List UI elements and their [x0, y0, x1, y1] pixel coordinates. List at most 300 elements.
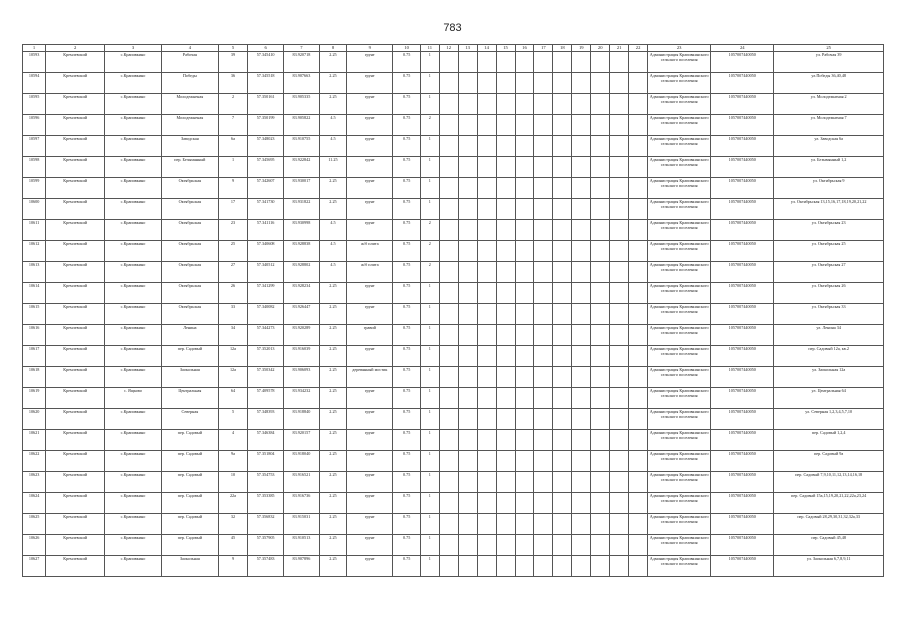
- cell-locality: с.Крапивкино: [105, 556, 162, 577]
- empty-cell: [477, 136, 496, 157]
- cell-lon: 83.910755: [284, 136, 320, 157]
- empty-cell: [572, 325, 591, 346]
- cell-owner: Администрация Крапивкинского сельского поселения: [648, 94, 711, 115]
- cell-ogrn: 1057007440050: [711, 283, 774, 304]
- empty-cell: [534, 220, 553, 241]
- cell-ogrn: 1057007440050: [711, 514, 774, 535]
- cell-locality: с.Крапивкино: [105, 451, 162, 472]
- empty-cell: [591, 409, 610, 430]
- cell-cat: 1: [420, 178, 439, 199]
- cell-id: 10624: [23, 493, 46, 514]
- empty-cell: [439, 535, 458, 556]
- cell-surface: грунт: [347, 199, 393, 220]
- empty-cell: [534, 283, 553, 304]
- column-number-row: [23, 45, 884, 52]
- cell-district: Кремлевский: [46, 451, 105, 472]
- table-row: [23, 367, 884, 388]
- cell-street: пер. Садовый: [161, 514, 218, 535]
- empty-cell: [496, 283, 515, 304]
- cell-lon: 83.920157: [284, 430, 320, 451]
- column-number: 11: [420, 45, 439, 52]
- cell-district: Кремлевский: [46, 409, 105, 430]
- cell-address: ул. Заокольная 12а: [774, 367, 884, 388]
- empty-cell: [610, 493, 629, 514]
- empty-cell: [515, 472, 534, 493]
- cell-surface: ж/б плита: [347, 241, 393, 262]
- cell-lon: 83.916736: [284, 493, 320, 514]
- cell-lon: 83.920289: [284, 325, 320, 346]
- empty-cell: [553, 367, 572, 388]
- empty-cell: [515, 241, 534, 262]
- cell-house: 23: [218, 220, 247, 241]
- empty-cell: [572, 535, 591, 556]
- empty-cell: [591, 346, 610, 367]
- table-row: [23, 178, 884, 199]
- empty-cell: [515, 409, 534, 430]
- empty-cell: [458, 472, 477, 493]
- empty-cell: [439, 409, 458, 430]
- column-number: 1: [23, 45, 46, 52]
- empty-cell: [534, 94, 553, 115]
- empty-cell: [534, 178, 553, 199]
- cell-coef: 0.75: [393, 514, 420, 535]
- empty-cell: [629, 283, 648, 304]
- table-row: [23, 346, 884, 367]
- empty-cell: [610, 241, 629, 262]
- empty-cell: [629, 220, 648, 241]
- empty-cell: [572, 73, 591, 94]
- cell-cat: 1: [420, 73, 439, 94]
- column-number: 6: [248, 45, 284, 52]
- cell-locality: с.Крапивкино: [105, 73, 162, 94]
- empty-cell: [439, 388, 458, 409]
- cell-id: 10616: [23, 325, 46, 346]
- empty-cell: [439, 73, 458, 94]
- cell-coef: 0.75: [393, 115, 420, 136]
- cell-coef: 0.75: [393, 52, 420, 73]
- empty-cell: [496, 556, 515, 577]
- cell-locality: с.Крапивкино: [105, 472, 162, 493]
- cell-ogrn: 1057007440050: [711, 136, 774, 157]
- cell-owner: Администрация Крапивкинского сельского поселения: [648, 556, 711, 577]
- empty-cell: [553, 115, 572, 136]
- cell-ogrn: 1057007440050: [711, 157, 774, 178]
- cell-locality: с.Крапивкино: [105, 52, 162, 73]
- cell-cat: 1: [420, 52, 439, 73]
- cell-coef: 0.75: [393, 451, 420, 472]
- column-number: 21: [610, 45, 629, 52]
- empty-cell: [496, 304, 515, 325]
- empty-cell: [458, 199, 477, 220]
- cell-cat: 2: [420, 262, 439, 283]
- cell-house: 2: [218, 94, 247, 115]
- empty-cell: [534, 199, 553, 220]
- cell-street: Центральная: [161, 388, 218, 409]
- empty-cell: [591, 472, 610, 493]
- cell-lon: 83.930017: [284, 178, 320, 199]
- cell-address: ул. Заводская 6а: [774, 136, 884, 157]
- column-number: 4: [161, 45, 218, 52]
- empty-cell: [629, 178, 648, 199]
- cell-cat: 1: [420, 199, 439, 220]
- cell-owner: Администрация Крапивкинского сельского поселения: [648, 514, 711, 535]
- cell-street: Октябрьская: [161, 241, 218, 262]
- cell-surface: ж/б плита: [347, 262, 393, 283]
- empty-cell: [458, 430, 477, 451]
- empty-cell: [553, 346, 572, 367]
- empty-cell: [610, 220, 629, 241]
- cell-coef: 0.75: [393, 178, 420, 199]
- cell-ogrn: 1057007440050: [711, 346, 774, 367]
- cell-ogrn: 1057007440050: [711, 451, 774, 472]
- empty-cell: [458, 52, 477, 73]
- column-number: 18: [553, 45, 572, 52]
- cell-street: Октябрьская: [161, 220, 218, 241]
- cell-address: ул. Октябрьская 25: [774, 241, 884, 262]
- empty-cell: [610, 535, 629, 556]
- cell-id: 10594: [23, 73, 46, 94]
- table-row: [23, 451, 884, 472]
- column-number: 3: [105, 45, 162, 52]
- empty-cell: [477, 556, 496, 577]
- empty-cell: [629, 157, 648, 178]
- cell-district: Кремлевский: [46, 178, 105, 199]
- cell-house: 4: [218, 430, 247, 451]
- cell-address: ул.Победы 36,40,48: [774, 73, 884, 94]
- empty-cell: [553, 73, 572, 94]
- empty-cell: [629, 367, 648, 388]
- cell-address: ул. Октябрьская 33: [774, 304, 884, 325]
- cell-owner: Администрация Крапивкинского сельского поселения: [648, 241, 711, 262]
- empty-cell: [610, 472, 629, 493]
- empty-cell: [496, 535, 515, 556]
- cell-surface: грунт: [347, 556, 393, 577]
- cell-coef: 0.75: [393, 73, 420, 94]
- empty-cell: [553, 220, 572, 241]
- empty-cell: [629, 346, 648, 367]
- cell-locality: с.Крапивкино: [105, 220, 162, 241]
- cell-id: 10593: [23, 52, 46, 73]
- empty-cell: [610, 367, 629, 388]
- empty-cell: [572, 199, 591, 220]
- empty-cell: [629, 514, 648, 535]
- empty-cell: [477, 220, 496, 241]
- cell-id: 10621: [23, 430, 46, 451]
- empty-cell: [591, 52, 610, 73]
- column-number: 13: [458, 45, 477, 52]
- cell-house: 10: [218, 472, 247, 493]
- cell-owner: Администрация Крапивкинского сельского поселения: [648, 136, 711, 157]
- cell-lat: 57.348393: [248, 409, 284, 430]
- cell-surface: грунт: [347, 493, 393, 514]
- cell-lat: 57.344273: [248, 325, 284, 346]
- cell-house: 33: [218, 304, 247, 325]
- cell-owner: Администрация Крапивкинского сельского поселения: [648, 535, 711, 556]
- empty-cell: [458, 451, 477, 472]
- empty-cell: [572, 178, 591, 199]
- empty-cell: [591, 136, 610, 157]
- table-row: [23, 220, 884, 241]
- cell-district: Кремлевский: [46, 388, 105, 409]
- empty-cell: [572, 346, 591, 367]
- empty-cell: [591, 241, 610, 262]
- cell-street: Октябрьская: [161, 283, 218, 304]
- empty-cell: [477, 367, 496, 388]
- empty-cell: [629, 94, 648, 115]
- empty-cell: [496, 52, 515, 73]
- empty-cell: [591, 451, 610, 472]
- cell-address: пер. Садовый 15а,15,19,20,21,22,22а,23,24: [774, 493, 884, 514]
- empty-cell: [496, 388, 515, 409]
- empty-cell: [477, 262, 496, 283]
- empty-cell: [477, 493, 496, 514]
- cell-id: 10611: [23, 220, 46, 241]
- empty-cell: [534, 430, 553, 451]
- cell-width: 2.25: [319, 178, 346, 199]
- empty-cell: [572, 220, 591, 241]
- empty-cell: [610, 409, 629, 430]
- empty-cell: [515, 136, 534, 157]
- empty-cell: [553, 325, 572, 346]
- cell-locality: с.Крапивкино: [105, 178, 162, 199]
- cell-address: ул. Северная 1,2,3,4,5,7,10: [774, 409, 884, 430]
- column-number: 7: [284, 45, 320, 52]
- empty-cell: [553, 493, 572, 514]
- cell-lat: 57.340082: [248, 304, 284, 325]
- cell-id: 10620: [23, 409, 46, 430]
- empty-cell: [439, 115, 458, 136]
- cell-coef: 0.75: [393, 409, 420, 430]
- empty-cell: [591, 514, 610, 535]
- cell-address: пер. Садовый 9а: [774, 451, 884, 472]
- column-number: 24: [711, 45, 774, 52]
- empty-cell: [439, 178, 458, 199]
- empty-cell: [458, 94, 477, 115]
- cell-street: Молодежненая: [161, 115, 218, 136]
- empty-cell: [572, 514, 591, 535]
- cell-district: Кремлевский: [46, 325, 105, 346]
- cell-ogrn: 1057007440050: [711, 556, 774, 577]
- cell-ogrn: 1057007440050: [711, 325, 774, 346]
- cell-id: 10627: [23, 556, 46, 577]
- cell-lon: 83.934232: [284, 388, 320, 409]
- empty-cell: [515, 346, 534, 367]
- cell-lat: 57.341299: [248, 283, 284, 304]
- cell-coef: 0.75: [393, 241, 420, 262]
- empty-cell: [439, 94, 458, 115]
- empty-cell: [515, 514, 534, 535]
- cell-owner: Администрация Крапивкинского сельского поселения: [648, 115, 711, 136]
- cell-address: ул. Октябрьская 23: [774, 220, 884, 241]
- cell-locality: с.Крапивкино: [105, 262, 162, 283]
- cell-cat: 2: [420, 115, 439, 136]
- empty-cell: [629, 115, 648, 136]
- cell-cat: 1: [420, 514, 439, 535]
- cell-id: 10595: [23, 94, 46, 115]
- empty-cell: [591, 220, 610, 241]
- empty-cell: [496, 451, 515, 472]
- cell-cat: 1: [420, 535, 439, 556]
- column-number: 25: [774, 45, 884, 52]
- cell-street: пер. Садовый: [161, 472, 218, 493]
- empty-cell: [553, 535, 572, 556]
- cell-cat: 1: [420, 367, 439, 388]
- cell-owner: Администрация Крапивкинского сельского поселения: [648, 304, 711, 325]
- empty-cell: [572, 115, 591, 136]
- cell-coef: 0.75: [393, 346, 420, 367]
- empty-cell: [496, 493, 515, 514]
- empty-cell: [458, 325, 477, 346]
- cell-locality: с.Крапивкино: [105, 535, 162, 556]
- cell-width: 2.25: [319, 73, 346, 94]
- empty-cell: [458, 157, 477, 178]
- empty-cell: [496, 409, 515, 430]
- cell-locality: с.Крапивкино: [105, 493, 162, 514]
- empty-cell: [534, 409, 553, 430]
- cell-street: пер. Садовый: [161, 430, 218, 451]
- empty-cell: [477, 472, 496, 493]
- cell-id: 10599: [23, 178, 46, 199]
- empty-cell: [515, 304, 534, 325]
- empty-cell: [591, 115, 610, 136]
- cell-id: 10618: [23, 367, 46, 388]
- cell-id: 10615: [23, 304, 46, 325]
- cell-coef: 0.75: [393, 199, 420, 220]
- cell-address: ул. Октябрьская 9: [774, 178, 884, 199]
- cell-house: 39: [218, 52, 247, 73]
- cell-ogrn: 1057007440050: [711, 241, 774, 262]
- empty-cell: [572, 367, 591, 388]
- cell-width: 2.25: [319, 346, 346, 367]
- empty-cell: [553, 556, 572, 577]
- empty-cell: [496, 136, 515, 157]
- cell-street: Октябрьская: [161, 199, 218, 220]
- cell-id: 10600: [23, 199, 46, 220]
- cell-coef: 0.75: [393, 388, 420, 409]
- cell-street: Молодежненая: [161, 94, 218, 115]
- empty-cell: [534, 367, 553, 388]
- empty-cell: [553, 388, 572, 409]
- cell-locality: с.Крапивкино: [105, 514, 162, 535]
- empty-cell: [477, 409, 496, 430]
- empty-cell: [629, 73, 648, 94]
- empty-cell: [439, 556, 458, 577]
- cell-coef: 0.75: [393, 472, 420, 493]
- table-row: [23, 493, 884, 514]
- cell-ogrn: 1057007440050: [711, 472, 774, 493]
- table-row: [23, 73, 884, 94]
- empty-cell: [477, 94, 496, 115]
- table-row: [23, 514, 884, 535]
- empty-cell: [439, 199, 458, 220]
- empty-cell: [477, 346, 496, 367]
- empty-cell: [439, 493, 458, 514]
- cell-locality: с.Крапивкино: [105, 283, 162, 304]
- cell-ogrn: 1057007440050: [711, 220, 774, 241]
- empty-cell: [553, 199, 572, 220]
- empty-cell: [534, 556, 553, 577]
- cell-house: 12а: [218, 367, 247, 388]
- cell-lat: 57.353385: [248, 493, 284, 514]
- cell-ogrn: 1057007440050: [711, 115, 774, 136]
- cell-district: Кремлевский: [46, 367, 105, 388]
- empty-cell: [515, 157, 534, 178]
- empty-cell: [477, 388, 496, 409]
- column-number: 22: [629, 45, 648, 52]
- table-row: [23, 325, 884, 346]
- cell-width: 2.25: [319, 283, 346, 304]
- cell-ogrn: 1057007440050: [711, 493, 774, 514]
- cell-owner: Администрация Крапивкинского сельского поселения: [648, 388, 711, 409]
- cell-lon: 83.928838: [284, 241, 320, 262]
- cell-district: Кремлевский: [46, 115, 105, 136]
- empty-cell: [572, 388, 591, 409]
- empty-cell: [553, 283, 572, 304]
- empty-cell: [629, 136, 648, 157]
- cell-lon: 83.906093: [284, 367, 320, 388]
- cell-coef: 0.75: [393, 157, 420, 178]
- cell-house: 64: [218, 388, 247, 409]
- empty-cell: [496, 472, 515, 493]
- empty-cell: [629, 325, 648, 346]
- empty-cell: [496, 262, 515, 283]
- cell-surface: гравий: [347, 325, 393, 346]
- cell-width: 4.5: [319, 241, 346, 262]
- cell-surface: грунт: [347, 451, 393, 472]
- empty-cell: [439, 283, 458, 304]
- cell-street: пер. Садовый: [161, 346, 218, 367]
- cell-cat: 1: [420, 451, 439, 472]
- empty-cell: [477, 157, 496, 178]
- cell-address: ул. Безымянный 1,2: [774, 157, 884, 178]
- empty-cell: [439, 262, 458, 283]
- cell-house: 34: [218, 325, 247, 346]
- cell-locality: с.Крапивкино: [105, 136, 162, 157]
- empty-cell: [591, 493, 610, 514]
- cell-width: 2.25: [319, 94, 346, 115]
- cell-locality: с.Крапивкино: [105, 346, 162, 367]
- empty-cell: [591, 556, 610, 577]
- empty-cell: [610, 178, 629, 199]
- cell-lat: 57.340512: [248, 262, 284, 283]
- cell-lon: 83.930998: [284, 220, 320, 241]
- table-row: [23, 136, 884, 157]
- cell-house: 9а: [218, 451, 247, 472]
- empty-cell: [477, 199, 496, 220]
- empty-cell: [572, 157, 591, 178]
- cell-ogrn: 1057007440050: [711, 94, 774, 115]
- table-row: [23, 430, 884, 451]
- cell-id: 10613: [23, 262, 46, 283]
- cell-id: 10623: [23, 472, 46, 493]
- table-body: [23, 52, 884, 577]
- empty-cell: [515, 367, 534, 388]
- cell-width: 4.5: [319, 220, 346, 241]
- column-number: 10: [393, 45, 420, 52]
- empty-cell: [477, 535, 496, 556]
- cell-district: Кремлевский: [46, 199, 105, 220]
- cell-lon: 83.918840: [284, 409, 320, 430]
- cell-street: Северная: [161, 409, 218, 430]
- empty-cell: [458, 367, 477, 388]
- cell-surface: грунт: [347, 52, 393, 73]
- cell-width: 2.25: [319, 535, 346, 556]
- column-number: 15: [496, 45, 515, 52]
- cell-owner: Администрация Крапивкинского сельского поселения: [648, 451, 711, 472]
- cell-lat: 57.409578: [248, 388, 284, 409]
- cell-district: Кремлевский: [46, 493, 105, 514]
- empty-cell: [553, 157, 572, 178]
